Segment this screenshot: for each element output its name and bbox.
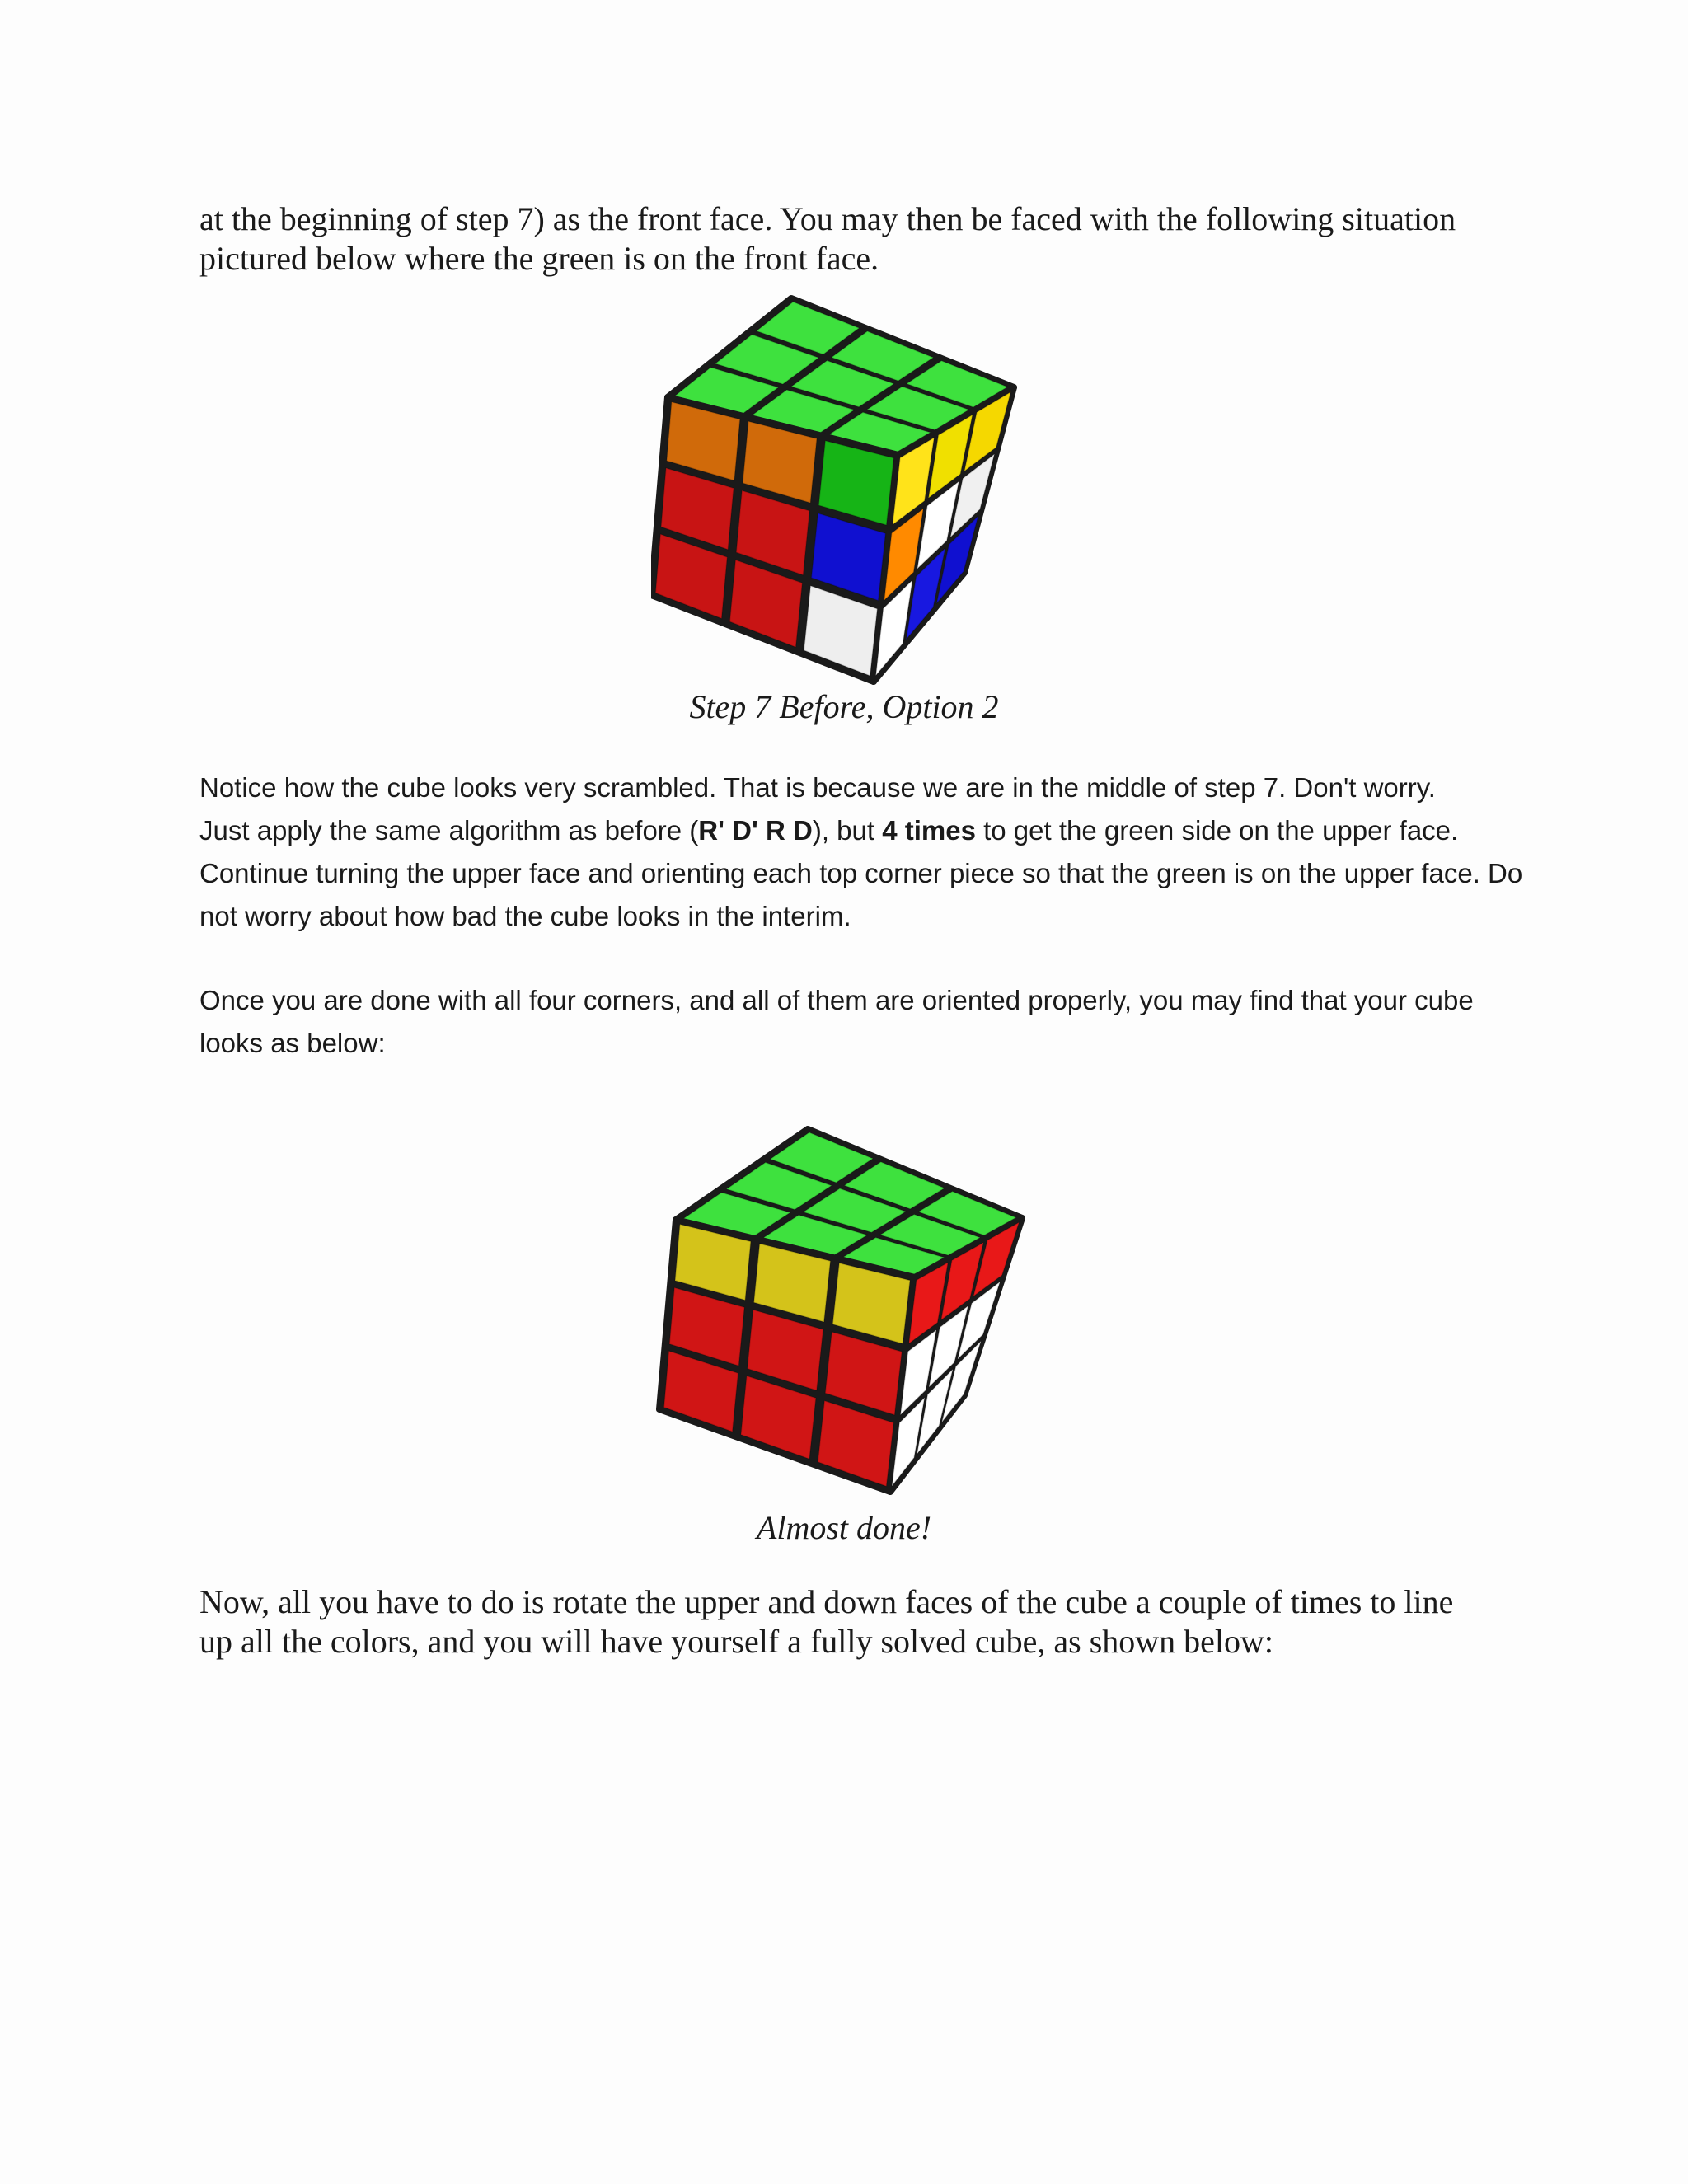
rubiks-cube-image [651,1121,1039,1500]
cube-figure-almost-done [651,1121,1039,1500]
notice-line-2-post: to get the green side on the upper face. [975,815,1459,846]
times-text: 4 times [882,815,976,846]
notice-line-2-mid: ), but [812,815,883,846]
cube-figure-step7-before [651,290,1039,686]
intro-paragraph: at the beginning of step 7) as the front face. You may then be faced with the following situation pictured below where the green is on the front face. [199,200,1456,277]
rubiks-cube-image [651,290,1039,686]
final-paragraph: Now, all you have to do is rotate the upper and down faces of the cube a couple of times to line up all the colors, and you will have yourself a fully solved cube, as shown below: [199,1583,1454,1660]
notice-line-1: Notice how the cube looks very scrambled. That is because we are in the middle of step 7. Don't worry. [199,772,1436,803]
notice-line-2-pre: Just apply the same algorithm as before ( [199,815,699,846]
algorithm-text: R' D' R D [698,815,813,846]
figure-caption: Step 7 Before, Option 2 [689,688,999,725]
once-paragraph: Once you are done with all four corners, and all of them are oriented properly, you may find that your cube looks as below: [199,985,1474,1058]
notice-line-3: Continue turning the upper face and orienting each top corner piece so that the green is on the upper face. Do not worry about how bad the cube looks in the interim. [199,858,1523,931]
figure-caption: Almost done! [756,1509,932,1546]
notice-paragraph [199,766,1526,938]
